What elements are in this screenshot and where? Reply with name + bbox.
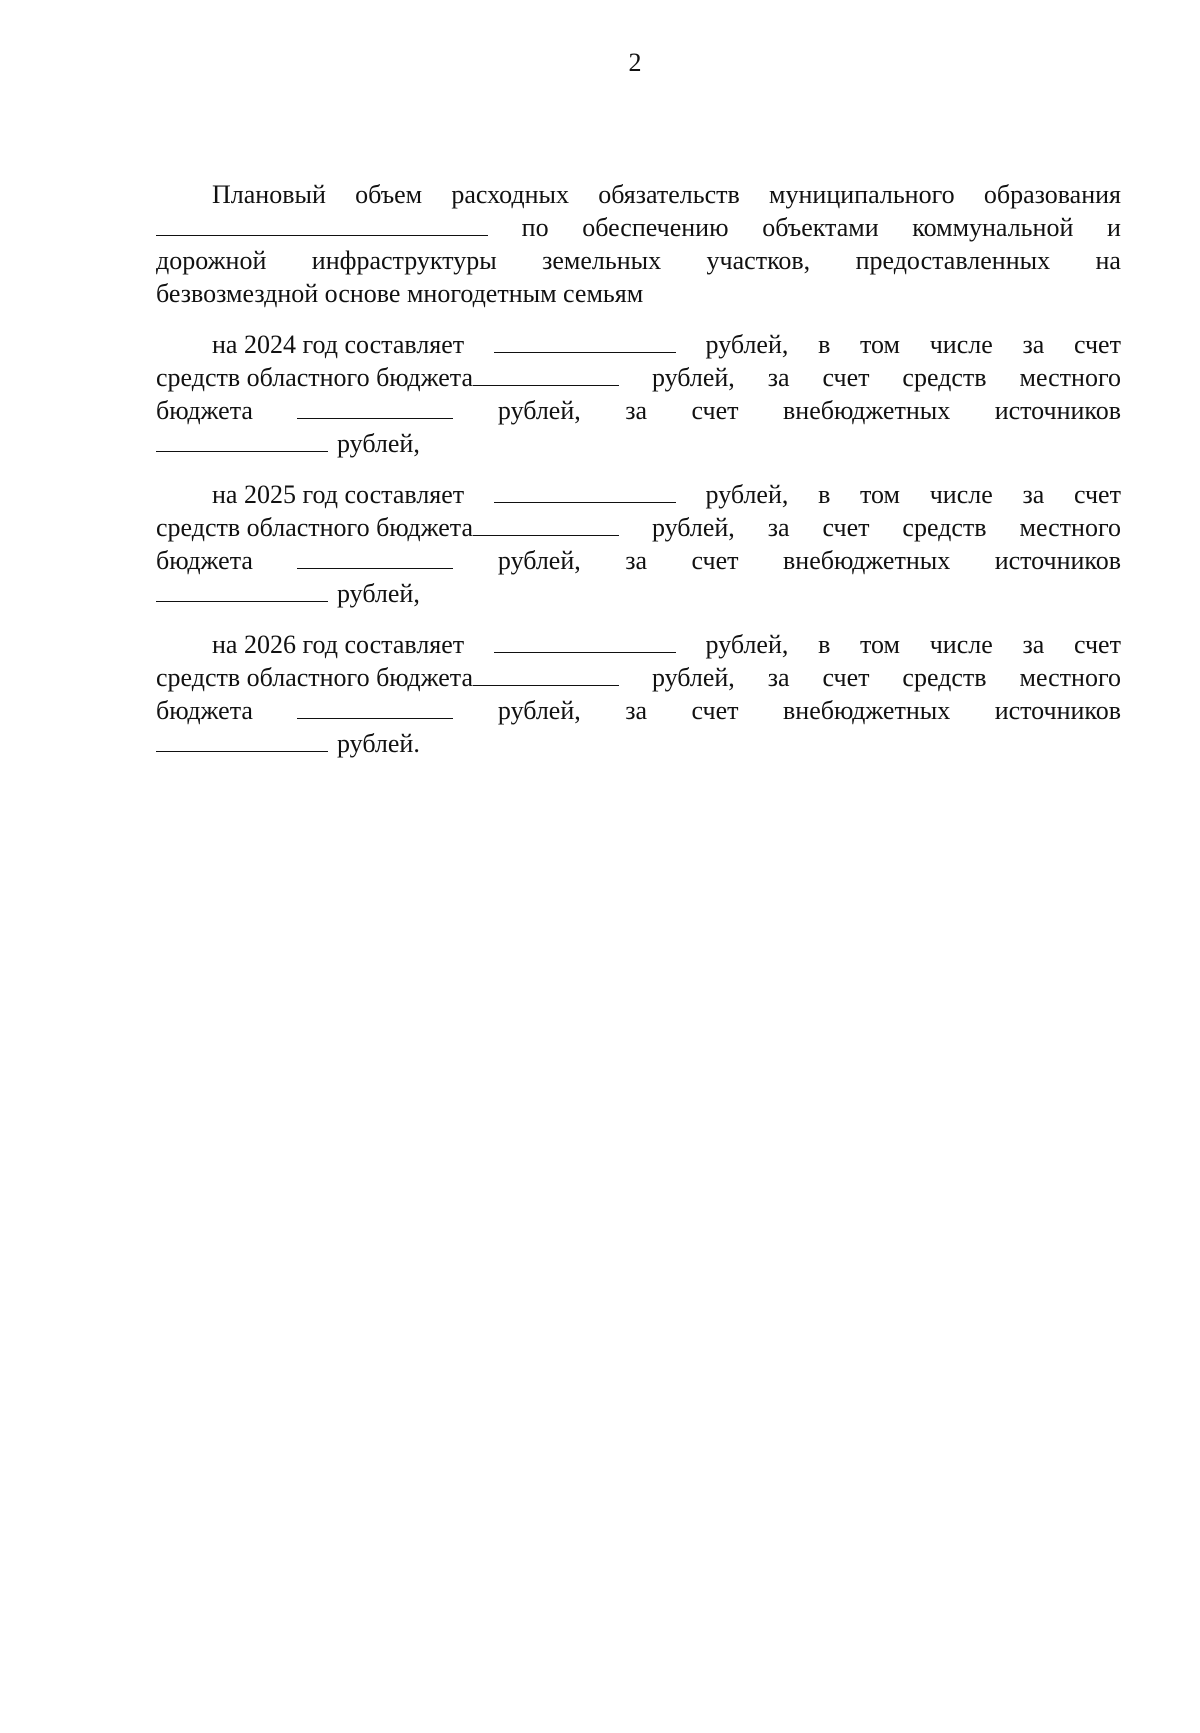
word: в (818, 480, 831, 509)
municipality-name-blank[interactable] (156, 213, 488, 236)
word: рублей, (497, 396, 581, 425)
regional-budget-blank[interactable] (473, 363, 619, 386)
word: счет (1073, 480, 1121, 509)
word: за (1022, 480, 1045, 509)
word: за (767, 363, 790, 392)
word: источников (994, 396, 1121, 425)
word: счет (1073, 330, 1121, 359)
intro-line-3 (156, 244, 1121, 277)
word: внебюджетных (783, 396, 951, 425)
paragraph-gap (156, 610, 1121, 628)
word: за (1022, 330, 1045, 359)
word: том (860, 630, 901, 659)
word: средств (902, 513, 987, 542)
paragraph-gap (156, 310, 1121, 328)
year-prefix: на 2025 год составляет (212, 480, 465, 509)
intro-word: образования (983, 180, 1121, 209)
intro-word: объектами (762, 213, 879, 242)
intro-word: дорожной (156, 246, 267, 275)
intro-word: объем (355, 180, 423, 209)
intro-word: муниципального (769, 180, 955, 209)
word: том (860, 480, 901, 509)
local-budget-label: бюджета (156, 546, 253, 575)
extrabudgetary-blank[interactable] (156, 429, 328, 452)
word: рублей, (705, 630, 789, 659)
word: числе (929, 630, 993, 659)
regional-budget-label: средств областного бюджета (156, 663, 474, 692)
year-2026-line-2 (156, 661, 1121, 694)
word: местного (1019, 663, 1121, 692)
word: счет (822, 363, 870, 392)
total-amount-blank[interactable] (494, 330, 676, 353)
intro-word: расходных (451, 180, 569, 209)
regional-budget-label: средств областного бюджета (156, 513, 474, 542)
word: внебюджетных (783, 696, 951, 725)
paragraph-gap (156, 460, 1121, 478)
regional-budget-group (156, 361, 619, 394)
intro-word: на (1095, 246, 1121, 275)
word: рублей, (651, 363, 735, 392)
word: счет (1073, 630, 1121, 659)
word: источников (994, 696, 1121, 725)
word: рублей, (705, 330, 789, 359)
word: источников (994, 546, 1121, 575)
year-2025-line-2 (156, 511, 1121, 544)
intro-word: коммунальной (912, 213, 1074, 242)
intro-word: по (521, 213, 549, 242)
regional-budget-label: средств областного бюджета (156, 363, 474, 392)
local-budget-blank[interactable] (297, 696, 453, 719)
word: в (818, 330, 831, 359)
local-budget-label: бюджета (156, 396, 253, 425)
word: за (625, 546, 648, 575)
word: внебюджетных (783, 546, 951, 575)
local-budget-label: бюджета (156, 696, 253, 725)
word: за (767, 513, 790, 542)
word: рублей, (651, 513, 735, 542)
intro-line-4 (156, 277, 1121, 310)
word: местного (1019, 363, 1121, 392)
word: за (767, 663, 790, 692)
ending-word: рублей, (337, 579, 420, 608)
intro-line-1 (156, 178, 1121, 211)
word: счет (822, 513, 870, 542)
year-2024-line-4 (156, 427, 1121, 460)
regional-budget-blank[interactable] (473, 513, 619, 536)
intro-line-2 (156, 211, 1121, 244)
year-2024-line-1 (156, 328, 1121, 361)
regional-budget-group (156, 511, 619, 544)
year-2025-line-3 (156, 544, 1121, 577)
total-amount-blank[interactable] (494, 480, 676, 503)
word: счет (691, 546, 739, 575)
word: в (818, 630, 831, 659)
word: числе (929, 480, 993, 509)
year-2025-line-1 (156, 478, 1121, 511)
year-2024-line-3 (156, 394, 1121, 427)
regional-budget-blank[interactable] (473, 663, 619, 686)
year-2025-line-4 (156, 577, 1121, 610)
ending-word: рублей. (337, 729, 420, 758)
year-prefix: на 2026 год составляет (212, 630, 465, 659)
word: счет (822, 663, 870, 692)
word: за (625, 396, 648, 425)
word: за (1022, 630, 1045, 659)
word: счет (691, 396, 739, 425)
year-2024-line-2 (156, 361, 1121, 394)
year-2026-line-3 (156, 694, 1121, 727)
word: рублей, (497, 546, 581, 575)
intro-word: обязательств (598, 180, 740, 209)
word: средств (902, 363, 987, 392)
word: том (860, 330, 901, 359)
intro-word: инфраструктуры (311, 246, 497, 275)
local-budget-blank[interactable] (297, 546, 453, 569)
intro-word: участков, (706, 246, 811, 275)
year-2026-line-4 (156, 727, 1121, 760)
document-body (156, 178, 1121, 760)
word: рублей, (497, 696, 581, 725)
extrabudgetary-blank[interactable] (156, 729, 328, 752)
word: средств (902, 663, 987, 692)
word: за (625, 696, 648, 725)
intro-word: предоставленных (855, 246, 1051, 275)
year-prefix: на 2024 год составляет (212, 330, 465, 359)
intro-word: обеспечению (582, 213, 729, 242)
word: числе (929, 330, 993, 359)
intro-text: безвозмездной основе многодетным семьям (156, 279, 644, 308)
intro-word: Плановый (212, 180, 326, 209)
year-2026-line-1 (156, 628, 1121, 661)
word: рублей, (651, 663, 735, 692)
word: рублей, (705, 480, 789, 509)
intro-word: земельных (542, 246, 662, 275)
intro-word: и (1107, 213, 1121, 242)
local-budget-blank[interactable] (297, 396, 453, 419)
total-amount-blank[interactable] (494, 630, 676, 653)
word: счет (691, 696, 739, 725)
word: местного (1019, 513, 1121, 542)
extrabudgetary-blank[interactable] (156, 579, 328, 602)
ending-word: рублей, (337, 429, 420, 458)
regional-budget-group (156, 661, 619, 694)
page-number: 2 (628, 48, 642, 77)
